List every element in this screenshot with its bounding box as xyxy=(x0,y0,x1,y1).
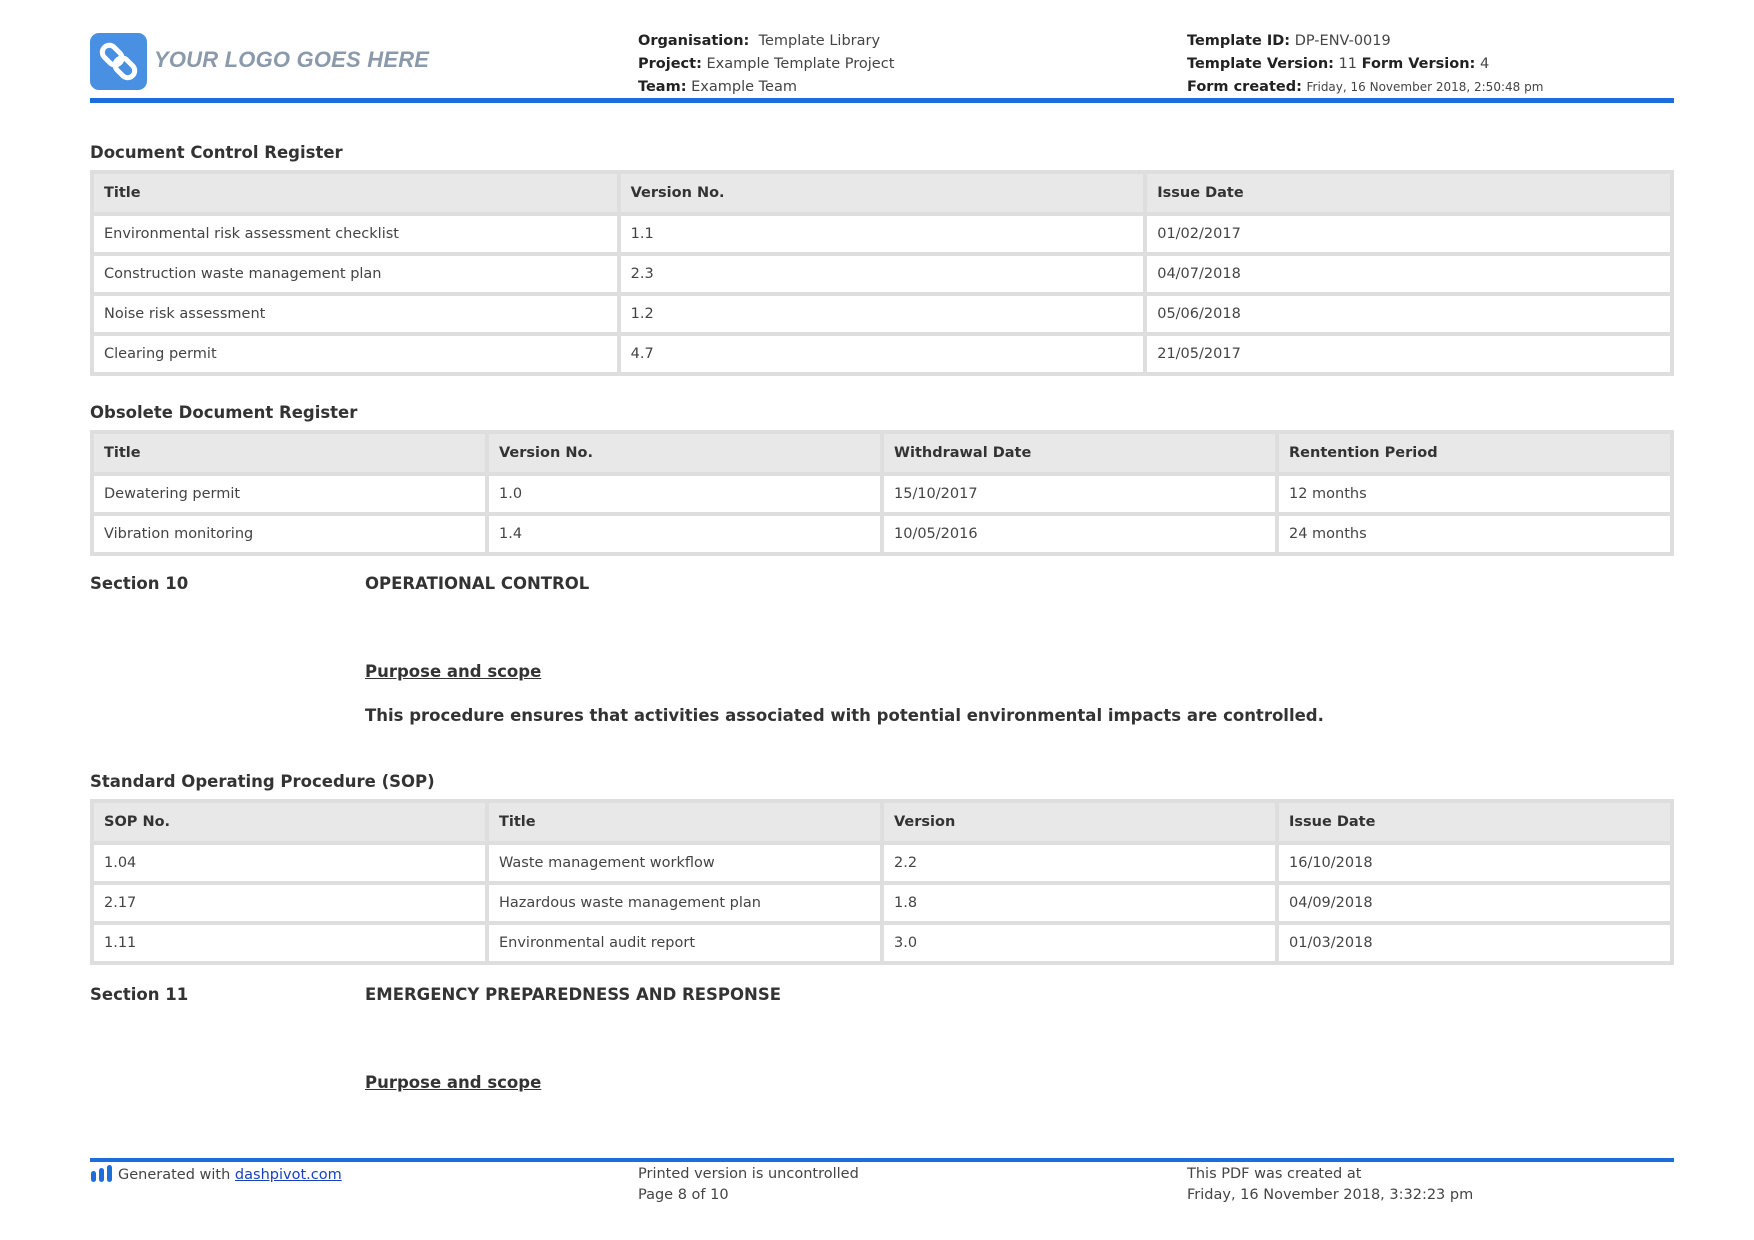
table-cell: Clearing permit xyxy=(92,334,619,374)
column-header: Issue Date xyxy=(1145,172,1672,214)
table-cell: 01/02/2017 xyxy=(1145,214,1672,254)
project-value: Example Template Project xyxy=(706,56,895,72)
table-cell: 04/09/2018 xyxy=(1277,883,1672,923)
team-value: Example Team xyxy=(691,79,797,95)
table-cell: 01/03/2018 xyxy=(1277,923,1672,963)
header-project-info xyxy=(638,30,894,99)
dashpivot-link[interactable]: dashpivot.com xyxy=(234,1167,342,1183)
obsolete-register-title: Obsolete Document Register xyxy=(90,403,358,422)
table-row xyxy=(92,883,1672,923)
logo-text: YOUR LOGO GOES HERE xyxy=(154,47,430,72)
table-header-row xyxy=(92,172,1672,214)
header-template-info xyxy=(1187,30,1543,99)
form-created-value: Friday, 16 November 2018, 2:50:48 pm xyxy=(1306,80,1544,94)
table-cell: 2.2 xyxy=(882,843,1277,883)
form-created-label: Form created: xyxy=(1187,79,1302,95)
footer-divider xyxy=(90,1158,1674,1162)
column-header: Title xyxy=(92,432,487,474)
team-label: Team: xyxy=(638,79,687,95)
column-header: Version No. xyxy=(487,432,882,474)
table-cell: 2.3 xyxy=(619,254,1146,294)
table-cell: 24 months xyxy=(1277,514,1672,554)
table-row xyxy=(92,214,1672,254)
organisation-label: Organisation: xyxy=(638,33,750,49)
table-cell: 1.0 xyxy=(487,474,882,514)
table-cell: 1.1 xyxy=(619,214,1146,254)
table-cell: 16/10/2018 xyxy=(1277,843,1672,883)
header-divider xyxy=(90,98,1674,103)
table-row xyxy=(92,843,1672,883)
column-header: Withdrawal Date xyxy=(882,432,1277,474)
column-header: Issue Date xyxy=(1277,801,1672,843)
doc-control-table xyxy=(90,170,1674,376)
section-name: OPERATIONAL CONTROL xyxy=(365,574,590,593)
section-number: Section 10 xyxy=(90,574,189,593)
template-version-value: 11 xyxy=(1338,56,1358,72)
form-version-value: 4 xyxy=(1479,56,1490,72)
table-cell: Noise risk assessment xyxy=(92,294,619,334)
table-cell: 12 months xyxy=(1277,474,1672,514)
table-cell: Hazardous waste management plan xyxy=(487,883,882,923)
template-version-label: Template Version: xyxy=(1187,56,1334,72)
section-10-paragraph: This procedure ensures that activities associated with potential environmental impacts are controlled. xyxy=(365,706,1324,725)
table-row xyxy=(92,254,1672,294)
sop-title: Standard Operating Procedure (SOP) xyxy=(90,772,435,791)
document-page xyxy=(90,0,1674,1240)
section-11-subheading: Purpose and scope xyxy=(365,1073,542,1092)
table-row xyxy=(92,514,1672,554)
section-name: EMERGENCY PREPAREDNESS AND RESPONSE xyxy=(365,985,781,1004)
column-header: SOP No. xyxy=(92,801,487,843)
table-cell: 1.4 xyxy=(487,514,882,554)
table-cell: Environmental audit report xyxy=(487,923,882,963)
table-cell: 05/06/2018 xyxy=(1145,294,1672,334)
table-row xyxy=(92,334,1672,374)
table-row xyxy=(92,474,1672,514)
project-label: Project: xyxy=(638,56,702,72)
doc-control-title: Document Control Register xyxy=(90,143,343,162)
template-id-label: Template ID: xyxy=(1187,33,1291,49)
template-id-value: DP-ENV-0019 xyxy=(1294,33,1391,49)
table-cell: Environmental risk assessment checklist xyxy=(92,214,619,254)
table-cell: 15/10/2017 xyxy=(882,474,1277,514)
page-info: Page 8 of 10 xyxy=(638,1187,729,1203)
table-cell: 21/05/2017 xyxy=(1145,334,1672,374)
table-cell: 1.8 xyxy=(882,883,1277,923)
table-header-row xyxy=(92,432,1672,474)
organisation-value: Template Library xyxy=(758,33,881,49)
pdf-created-info xyxy=(1187,1164,1473,1206)
table-cell: Construction waste management plan xyxy=(92,254,619,294)
generated-prefix: Generated with xyxy=(118,1167,231,1183)
obsolete-register-table xyxy=(90,430,1674,556)
table-cell: 10/05/2016 xyxy=(882,514,1277,554)
table-cell: Waste management workflow xyxy=(487,843,882,883)
table-cell: 1.2 xyxy=(619,294,1146,334)
column-header: Title xyxy=(92,172,619,214)
page-header xyxy=(90,30,1674,98)
table-row xyxy=(92,294,1672,334)
column-header: Rentention Period xyxy=(1277,432,1672,474)
column-header: Title xyxy=(487,801,882,843)
table-cell: 1.11 xyxy=(92,923,487,963)
generated-with xyxy=(90,1164,342,1189)
column-header: Version xyxy=(882,801,1277,843)
pdf-created-label: This PDF was created at xyxy=(1187,1166,1362,1182)
pdf-created-value: Friday, 16 November 2018, 3:32:23 pm xyxy=(1187,1187,1474,1203)
table-cell: Dewatering permit xyxy=(92,474,487,514)
form-version-label: Form Version: xyxy=(1361,56,1476,72)
section-number: Section 11 xyxy=(90,985,189,1004)
table-cell: 1.04 xyxy=(92,843,487,883)
dashpivot-bars-icon xyxy=(90,1164,114,1189)
table-cell: 4.7 xyxy=(619,334,1146,374)
sop-table xyxy=(90,799,1674,965)
printed-note: Printed version is uncontrolled xyxy=(638,1166,859,1182)
table-row xyxy=(92,923,1672,963)
table-cell: 04/07/2018 xyxy=(1145,254,1672,294)
table-cell: 3.0 xyxy=(882,923,1277,963)
print-info xyxy=(638,1164,859,1206)
column-header: Version No. xyxy=(619,172,1146,214)
logo-icon xyxy=(90,33,147,90)
table-cell: Vibration monitoring xyxy=(92,514,487,554)
table-header-row xyxy=(92,801,1672,843)
table-cell: 2.17 xyxy=(92,883,487,923)
section-10-subheading: Purpose and scope xyxy=(365,662,542,681)
